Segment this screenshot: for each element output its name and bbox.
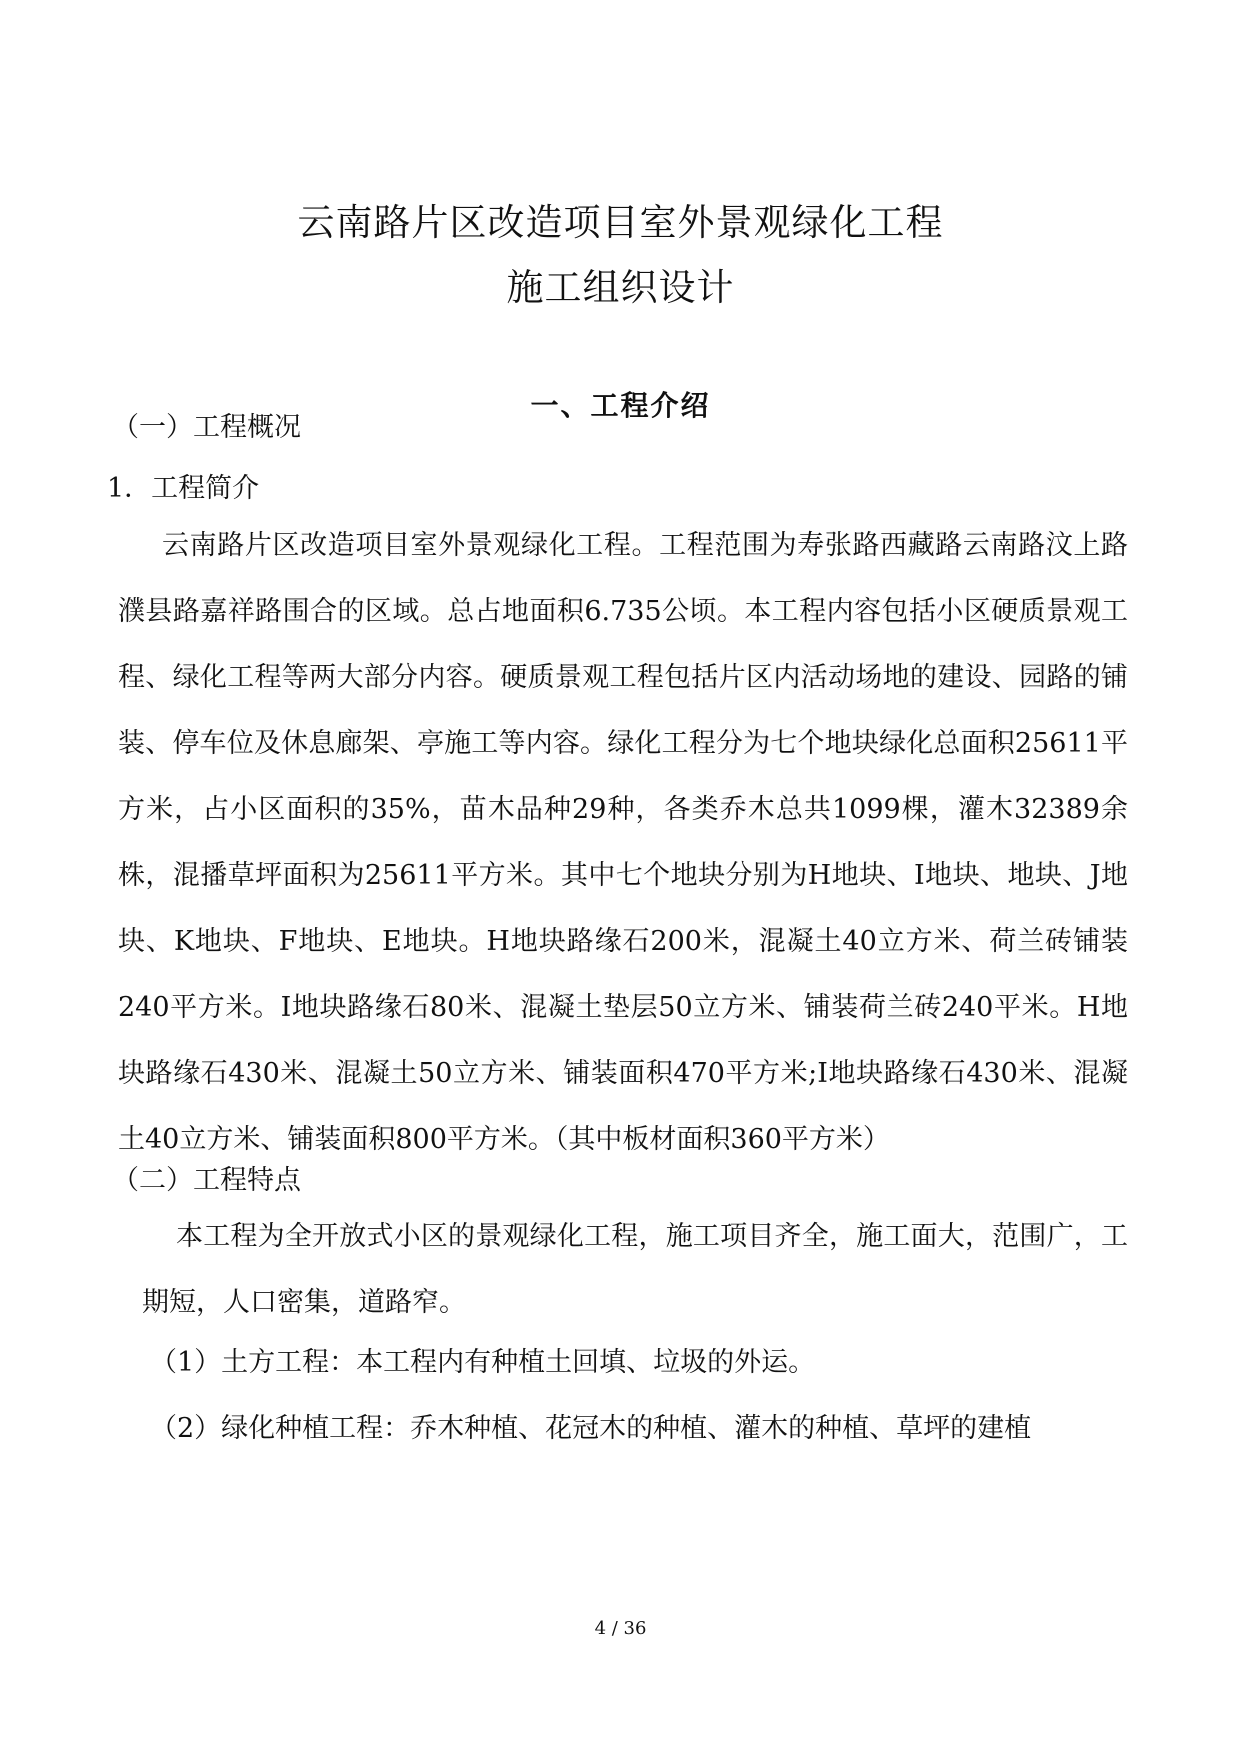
document-title-line-2: 施工组织设计 — [506, 266, 735, 309]
item-heading-introduction: 1．工程简介 — [107, 473, 260, 504]
section-heading: 一、工程介绍 — [530, 389, 711, 422]
subsection-heading-features: （二）工程特点 — [112, 1165, 301, 1196]
page-number: 4 / 36 — [594, 1618, 647, 1639]
feature-point-earthwork: （1）土方工程：本工程内有种植土回填、垃圾的外运。 — [150, 1347, 816, 1378]
document-title-line-1: 云南路片区改造项目室外景观绿化工程 — [297, 201, 944, 244]
features-paragraph: 本工程为全开放式小区的景观绿化工程，施工项目齐全，施工面大，范围广，工期短，人口密集，道路窄。 — [142, 1221, 1128, 1318]
intro-paragraph: 云南路片区改造项目室外景观绿化工程。工程范围为寿张路西藏路云南路汶上路濮县路嘉祥路围合的区域。总占地面积6.735公顷。本工程内容包括小区硬质景观工程、绿化工程等两大部分内容。硬质景观工程包括片区内活动场地的建设、园路的铺装、停车位及休息廊架、亭施工等内容。绿化工程分为七个地块绿化总面积25611平方米，占小区面积的35%，苗木品种29种，各类乔木总共1099棵，灌木32389余株，混播草坪面积为25611平方米。其中七个地块分别为H地块、I地块、地块、J地块、K地块、F地块、E地块。H地块路缘石200米，混凝土40立方米、荷兰砖铺装240平方米。I地块路缘石80米、混凝土垫层50立方米、铺装荷兰砖240平米。H地块路缘石430米、混凝土50立方米、铺装面积470平方米;I地块路缘石430米、混凝土40立方米、铺装面积800平方米。（其中板材面积360平方米） — [118, 530, 1128, 1155]
subsection-heading-overview: （一）工程概况 — [112, 412, 301, 443]
feature-point-planting: （2）绿化种植工程：乔木种植、花冠木的种植、灌木的种植、草坪的建植 — [150, 1413, 1032, 1444]
